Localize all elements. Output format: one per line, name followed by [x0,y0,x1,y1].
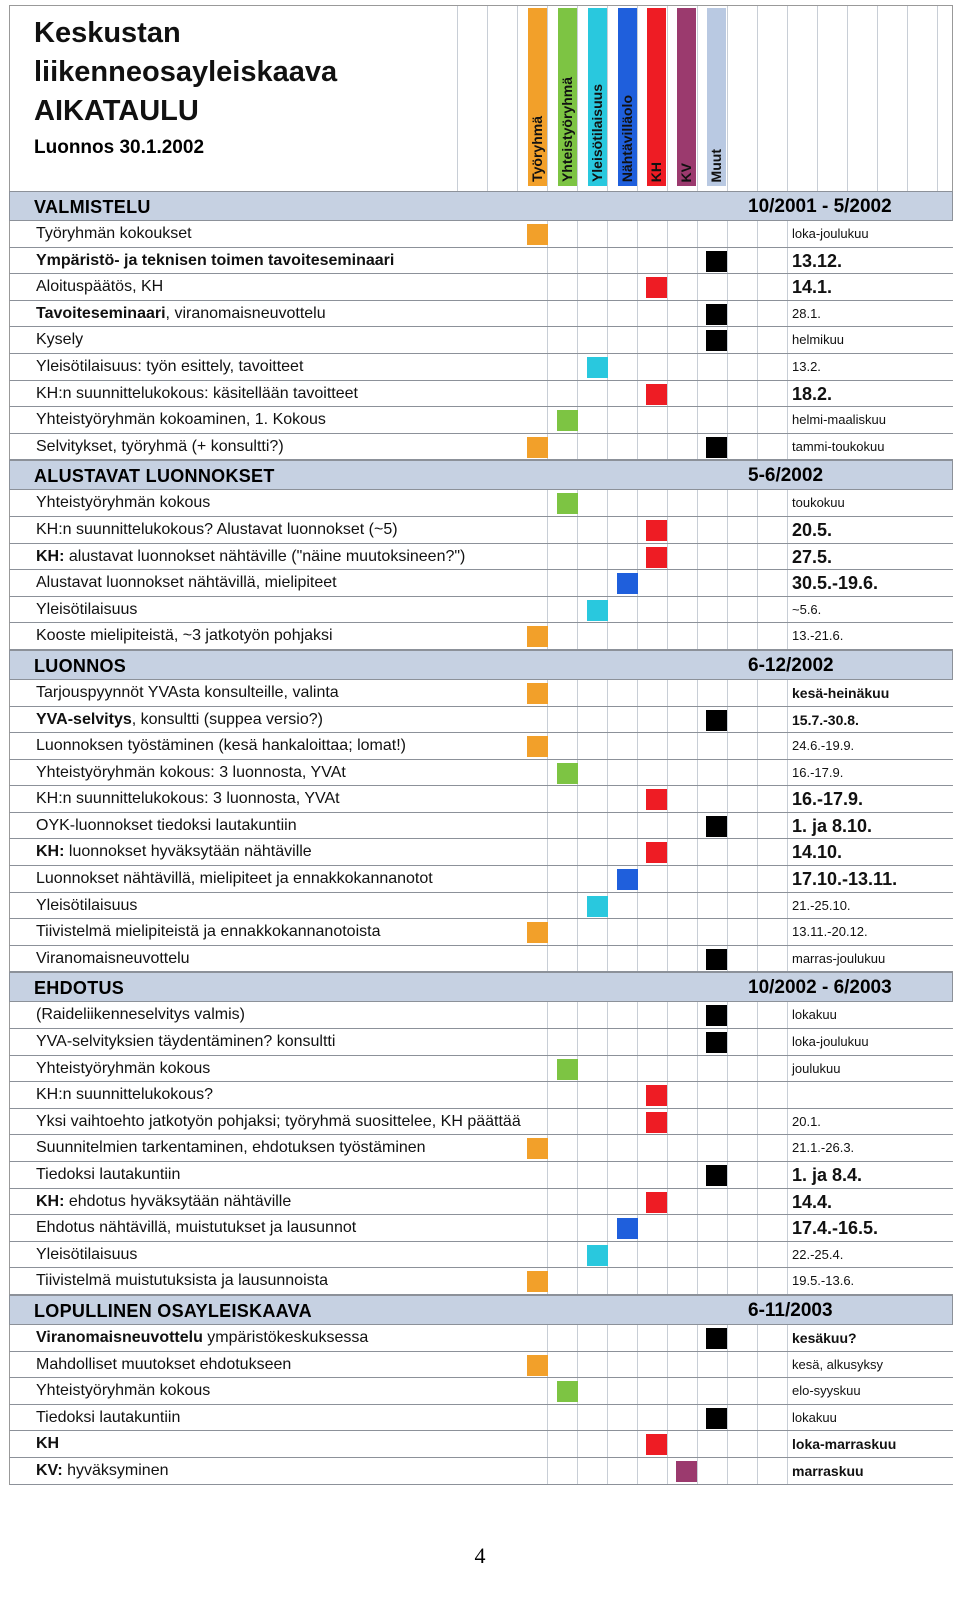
section-range: 10/2002 - 6/2003 [748,977,892,999]
marker-cat-1 [527,224,548,245]
task-label: Yleisötilaisuus [10,893,530,919]
table-row [9,434,953,461]
marker-cat-3 [587,1245,608,1266]
date-cell: 14.4. [788,1189,953,1215]
marker-cat-5 [646,520,667,541]
date-cell: 21.1.-26.3. [788,1135,953,1161]
date-cell: 21.-25.10. [788,893,953,919]
task-label: KH: alustavat luonnokset nähtäville ("näine muutoksineen?") [10,544,530,570]
marker-muut [706,1328,727,1349]
task-label-bold: KH [36,1435,60,1453]
table-row [9,1405,953,1432]
table-row [9,1056,953,1083]
category-column-6 [677,8,696,186]
date-cell: 13.11.-20.12. [788,919,953,945]
task-label-bold: KV: [36,1461,63,1479]
date-cell: kesä, alkusyksy [788,1352,953,1378]
table-row [9,248,953,275]
task-label: Ympäristö- ja teknisen toimen tavoiteseminaari [10,248,530,274]
marker-cat-6 [676,1461,697,1482]
date-cell: 17.4.-16.5. [788,1215,953,1241]
table-row [9,544,953,571]
task-label: YVA-selvitys, konsultti (suppea versio?) [10,707,530,733]
task-label-bold: KH: [36,547,65,565]
section-header [9,460,953,490]
task-label: Tiedoksi lautakuntiin [10,1405,530,1431]
marker-cat-3 [587,600,608,621]
task-label: Kysely [10,327,530,353]
date-cell: helmi-maaliskuu [788,407,953,433]
category-label: KH [648,161,664,182]
marker-muut [706,437,727,458]
task-label: Yhteistyöryhmän kokous [10,1378,530,1404]
date-cell: lokakuu [788,1405,953,1431]
table-row [9,570,953,597]
task-label [10,1431,530,1457]
section-range: 6-12/2002 [748,654,834,676]
table-row [9,1215,953,1242]
table-row [9,381,953,408]
marker-cat-5 [646,1192,667,1213]
marker-cat-4 [617,573,638,594]
marker-cat-1 [527,1271,548,1292]
section-range: 6-11/2003 [748,1299,833,1321]
task-label: Yleisötilaisuus: työn esittely, tavoitteet [10,354,530,380]
table-row [9,919,953,946]
marker-cat-2 [557,1381,578,1402]
date-cell: 1. ja 8.4. [788,1162,953,1188]
marker-cat-4 [617,869,638,890]
task-label: Aloituspäätös, KH [10,274,530,300]
date-cell: elo-syyskuu [788,1378,953,1404]
category-label: Muut [708,148,724,182]
section-header [9,191,953,221]
marker-cat-2 [557,763,578,784]
table-row [9,221,953,248]
section-header [9,650,953,680]
task-label-bold: Tavoiteseminaari [36,304,166,322]
task-label-bold: KH: [36,1192,65,1210]
date-cell: marraskuu [788,1458,953,1484]
category-label: Yhteistyöryhmä [559,76,575,182]
task-label: Yleisötilaisuus [10,1242,530,1268]
marker-cat-5 [646,277,667,298]
date-cell: 13.-21.6. [788,623,953,649]
marker-cat-1 [527,626,548,647]
date-cell: 16.-17.9. [788,786,953,812]
marker-cat-1 [527,437,548,458]
table-row [9,301,953,328]
table-row [9,1242,953,1269]
marker-muut [706,816,727,837]
date-cell: 1. ja 8.10. [788,813,953,839]
date-cell: 28.1. [788,301,953,327]
task-label: KV: hyväksyminen [10,1458,530,1484]
table-row [9,1002,953,1029]
date-cell: 13.12. [788,248,953,274]
title-block [10,6,440,192]
page-number: 4 [474,1543,486,1568]
draft-date: Luonnos 30.1.2002 [34,137,205,158]
category-label: Nähtävilläolo [619,94,635,182]
date-cell: 15.7.-30.8. [788,707,953,733]
task-label: Yhteistyöryhmän kokoaminen, 1. Kokous [10,407,530,433]
schedule-table [9,191,953,1485]
task-label-bold: YVA-selvitys [36,710,132,728]
task-label-bold: KH: [36,843,65,861]
marker-cat-2 [557,493,578,514]
date-cell: 14.1. [788,274,953,300]
task-label: Selvitykset, työryhmä (+ konsultti?) [10,434,530,460]
date-cell: loka-joulukuu [788,1029,953,1055]
date-cell: loka-joulukuu [788,221,953,247]
marker-cat-5 [646,842,667,863]
task-label: KH:n suunnittelukokous: käsitellään tavoitteet [10,381,530,407]
schedule-document [9,5,953,1485]
table-row [9,354,953,381]
table-row [9,866,953,893]
section-header [9,972,953,1002]
date-cell: kesä-heinäkuu [788,680,953,706]
task-label: KH: luonnokset hyväksytään nähtäville [10,839,530,865]
table-row [9,274,953,301]
marker-cat-5 [646,1112,667,1133]
section-title: LOPULLINEN OSAYLEISKAAVA [34,1300,312,1321]
category-column-3 [588,8,607,186]
date-cell: kesäkuu? [788,1325,953,1351]
marker-cat-5 [646,1085,667,1106]
marker-cat-1 [527,1355,548,1376]
marker-cat-5 [646,1434,667,1455]
task-label: Yhteistyöryhmän kokous [10,1056,530,1082]
date-cell: 16.-17.9. [788,760,953,786]
section-header [9,1295,953,1325]
section-title: VALMISTELU [34,197,151,217]
table-row [9,490,953,517]
table-row [9,1325,953,1352]
marker-muut [706,949,727,970]
task-label: Tarjouspyynnöt YVAsta konsulteille, valinta [10,680,530,706]
marker-cat-3 [587,896,608,917]
marker-muut [706,710,727,731]
table-row [9,733,953,760]
task-label: Tiedoksi lautakuntiin [10,1162,530,1188]
date-cell [788,1082,953,1108]
task-label: Viranomaisneuvottelu [10,946,530,972]
date-cell: 13.2. [788,354,953,380]
date-cell: tammi-toukokuu [788,434,953,460]
marker-muut [706,251,727,272]
marker-cat-1 [527,683,548,704]
marker-muut [706,304,727,325]
task-label: Yksi vaihtoehto jatkotyön pohjaksi; työryhmä suosittelee, KH päättää [10,1109,530,1135]
table-row [9,1162,953,1189]
category-column-5 [647,8,666,186]
title-line-1: Keskustan [34,17,181,49]
marker-muut [706,1005,727,1026]
task-label: OYK-luonnokset tiedoksi lautakuntiin [10,813,530,839]
table-row [9,1029,953,1056]
table-row [9,707,953,734]
task-label: Viranomaisneuvottelu ympäristökeskuksessa [10,1325,530,1351]
task-label: Kooste mielipiteistä, ~3 jatkotyön pohjaksi [10,623,530,649]
table-row [9,407,953,434]
category-column-4 [618,8,637,186]
date-cell: 14.10. [788,839,953,865]
marker-cat-2 [557,1059,578,1080]
date-cell: joulukuu [788,1056,953,1082]
task-label: Työryhmän kokoukset [10,221,530,247]
task-label: (Raideliikenneselvitys valmis) [10,1002,530,1028]
task-label-bold: Viranomaisneuvottelu [36,1328,203,1346]
task-label: Suunnitelmien tarkentaminen, ehdotuksen työstäminen [10,1135,530,1161]
date-cell: 17.10.-13.11. [788,866,953,892]
table-row [9,1109,953,1136]
marker-muut [706,1408,727,1429]
table-row [9,1352,953,1379]
date-cell: toukokuu [788,490,953,516]
marker-cat-5 [646,384,667,405]
date-cell: marras-joulukuu [788,946,953,972]
table-row [9,1431,953,1458]
marker-muut [706,1032,727,1053]
title-line-2: liikenneosayleiskaava [34,56,338,88]
schedule-header [9,5,953,191]
category-column-7 [707,8,726,186]
title-line-3: AIKATAULU [34,95,199,127]
section-title: EHDOTUS [34,978,125,999]
section-title: ALUSTAVAT LUONNOKSET [34,466,275,487]
marker-cat-5 [646,789,667,810]
table-row [9,597,953,624]
section-range: 5-6/2002 [748,465,824,487]
task-label: Tavoiteseminaari, viranomaisneuvottelu [10,301,530,327]
section-range: 10/2001 - 5/2002 [748,196,892,217]
table-row [9,1082,953,1109]
table-row [9,893,953,920]
date-cell: ~5.6. [788,597,953,623]
date-cell: loka-marraskuu [788,1431,953,1457]
date-cell: 19.5.-13.6. [788,1268,953,1294]
task-label: Luonnoksen työstäminen (kesä hankaloittaa; lomat!) [10,733,530,759]
task-label: Tiivistelmä mielipiteistä ja ennakkokannanotoista [10,919,530,945]
task-label: Alustavat luonnokset nähtävillä, mielipiteet [10,570,530,596]
task-label: Yhteistyöryhmän kokous [10,490,530,516]
table-row [9,327,953,354]
table-row [9,1135,953,1162]
task-label: KH:n suunnittelukokous: 3 luonnosta, YVAt [10,786,530,812]
date-cell: 22.-25.4. [788,1242,953,1268]
marker-cat-4 [617,1218,638,1239]
date-cell: 27.5. [788,544,953,570]
marker-cat-2 [557,410,578,431]
date-cell: 20.5. [788,517,953,543]
table-row [9,760,953,787]
task-label: YVA-selvityksien täydentäminen? konsultti [10,1029,530,1055]
table-row [9,946,953,973]
date-cell: 24.6.-19.9. [788,733,953,759]
task-label: Tiivistelmä muistutuksista ja lausunnoista [10,1268,530,1294]
task-label: Ehdotus nähtävillä, muistutukset ja lausunnot [10,1215,530,1241]
table-row [9,1458,953,1485]
category-column-2 [558,8,577,186]
marker-muut [706,330,727,351]
task-label: KH: ehdotus hyväksytään nähtäville [10,1189,530,1215]
table-row [9,1268,953,1295]
marker-cat-1 [527,1138,548,1159]
task-label: KH:n suunnittelukokous? [10,1082,530,1108]
task-label: KH:n suunnittelukokous? Alustavat luonnokset (~5) [10,517,530,543]
category-label: KV [678,162,694,182]
table-row [9,839,953,866]
marker-cat-1 [527,736,548,757]
task-label: Luonnokset nähtävillä, mielipiteet ja ennakkokannanotot [10,866,530,892]
marker-muut [706,1165,727,1186]
table-row [9,517,953,544]
category-label: Työryhmä [529,116,545,182]
section-title: LUONNOS [34,655,127,676]
marker-cat-5 [646,547,667,568]
table-row [9,1189,953,1216]
task-label: Yleisötilaisuus [10,597,530,623]
date-cell: helmikuu [788,327,953,353]
table-row [9,786,953,813]
date-cell: lokakuu [788,1002,953,1028]
table-row [9,680,953,707]
task-label: Mahdolliset muutokset ehdotukseen [10,1352,530,1378]
table-row [9,813,953,840]
category-column-1 [528,8,547,186]
category-label: Yleisötilaisuus [589,83,605,182]
table-row [9,1378,953,1405]
table-row [9,623,953,650]
task-label: Yhteistyöryhmän kokous: 3 luonnosta, YVAt [10,760,530,786]
date-cell: 30.5.-19.6. [788,570,953,596]
date-cell: 20.1. [788,1109,953,1135]
marker-cat-3 [587,357,608,378]
marker-cat-1 [527,922,548,943]
date-cell: 18.2. [788,381,953,407]
